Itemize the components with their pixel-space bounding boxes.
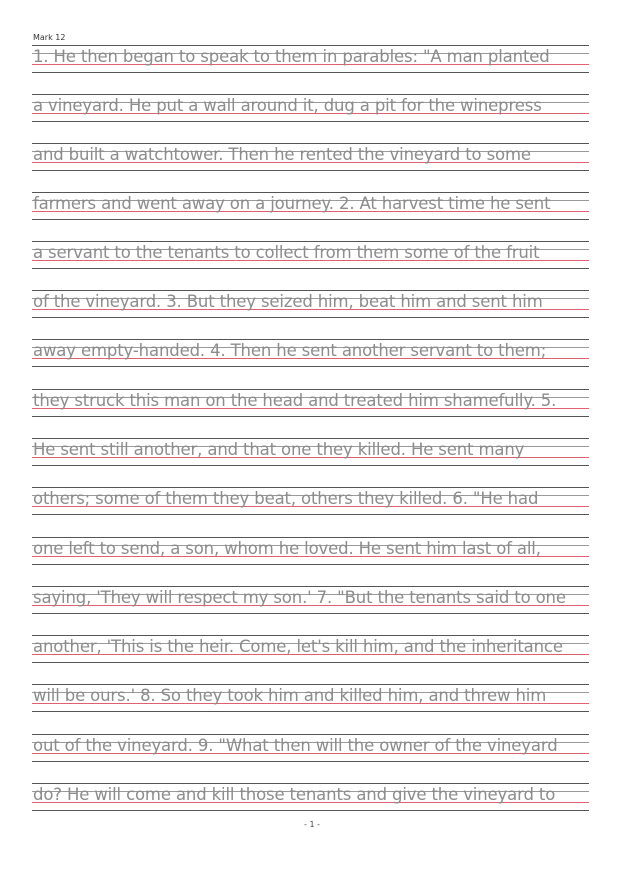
tracing-text: others; some of them they beat, others they killed. 6. "He had [33,489,539,508]
bottom-rule [32,366,589,367]
tracing-text: another, 'This is the heir. Come, let's kill him, and the inheritance [33,637,563,656]
page-number: - 1 - [304,820,320,829]
writing-line [32,783,589,813]
bottom-rule [32,72,589,73]
tracing-text: and built a watchtower. Then he rented the vineyard to some [33,145,531,164]
writing-line [32,143,589,173]
writing-line [32,684,589,714]
bottom-rule [32,268,589,269]
bottom-rule [32,662,589,663]
tracing-text: 1. He then began to speak to them in parables: "A man planted [33,47,550,66]
tracing-text: a servant to the tenants to collect from them some of the fruit [33,243,540,262]
tracing-text: He sent still another, and that one they killed. He sent many [33,440,525,459]
bottom-rule [32,170,589,171]
tracing-text: away empty-handed. 4. Then he sent another servant to them; [33,341,547,360]
bottom-rule [32,711,589,712]
tracing-text: do? He will come and kill those tenants and give the vineyard to [33,785,556,804]
writing-line [32,192,589,222]
writing-line [32,586,589,616]
bottom-rule [32,613,589,614]
writing-line [32,94,589,124]
tracing-text: out of the vineyard. 9. "What then will the owner of the vineyard [33,736,558,755]
bottom-rule [32,317,589,318]
tracing-text: they struck this man on the head and treated him shamefully. 5. [33,391,557,410]
bottom-rule [32,121,589,122]
writing-line [32,45,589,75]
writing-line [32,734,589,764]
bottom-rule [32,219,589,220]
writing-line [32,635,589,665]
tracing-text: farmers and went away on a journey. 2. At harvest time he sent [33,194,551,213]
tracing-text: one left to send, a son, whom he loved. He sent him last of all, [33,539,541,558]
writing-line [32,487,589,517]
tracing-text: will be ours.' 8. So they took him and killed him, and threw him [33,686,547,705]
bottom-rule [32,564,589,565]
bottom-rule [32,465,589,466]
bottom-rule [32,810,589,811]
writing-line [32,339,589,369]
writing-line [32,389,589,419]
bottom-rule [32,761,589,762]
writing-line [32,241,589,271]
bottom-rule [32,514,589,515]
bottom-rule [32,416,589,417]
tracing-text: of the vineyard. 3. But they seized him, beat him and sent him [33,292,543,311]
tracing-text: saying, 'They will respect my son.' 7. "But the tenants said to one [33,588,566,607]
writing-line [32,290,589,320]
writing-line [32,438,589,468]
tracing-text: a vineyard. He put a wall around it, dug a pit for the winepress [33,96,542,115]
chapter-header: Mark 12 [33,33,66,42]
writing-line [32,537,589,567]
